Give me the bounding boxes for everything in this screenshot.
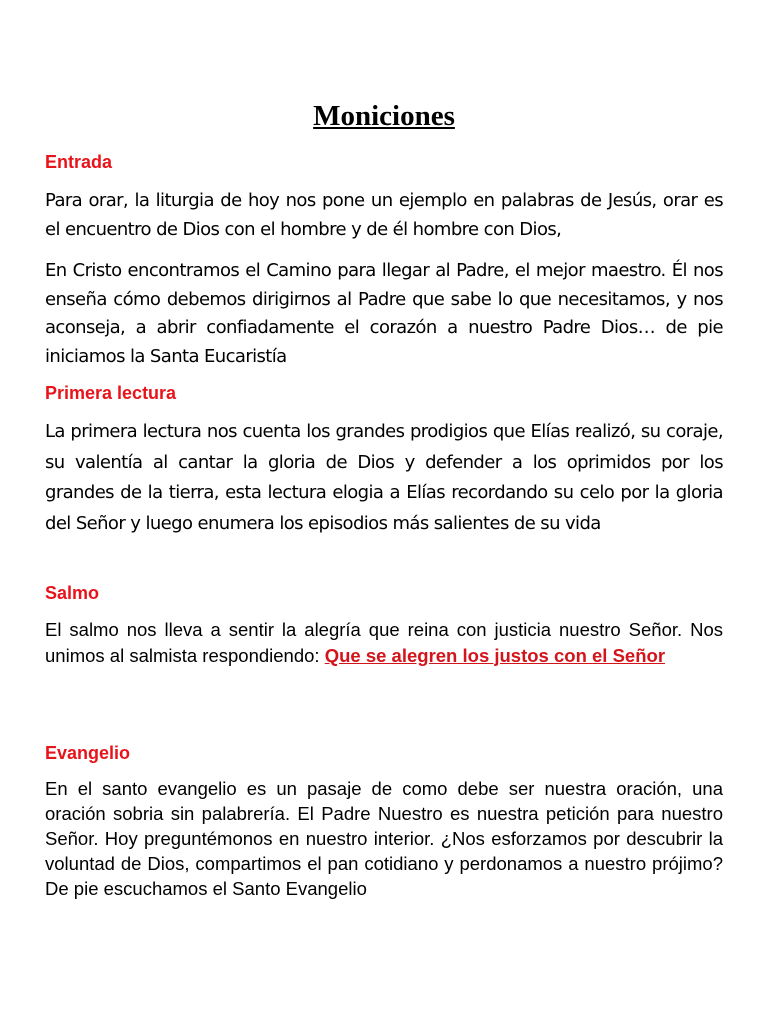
entrada-paragraph-1: Para orar, la liturgia de hoy nos pone un ejemplo en palabras de Jesús, orar es el encuentro de Dios con el hombre y de él hombre con Dios, [45, 190, 723, 240]
primera-lectura-paragraph: La primera lectura nos cuenta los grandes prodigios que Elías realizó, su coraje, su valentía al cantar la gloria de Dios y defender a los oprimidos por los grandes de la tierra, esta lectura elogia a Elías recordando su celo por la gloria del Señor y luego enumera los episodios más salientes de su vida [45, 421, 723, 534]
section-heading-salmo: Salmo [45, 583, 100, 603]
salmo-text: El salmo nos lleva a sentir la alegría que reina con justicia nuestro Señor. Nos unimos al salmista respondiendo: [45, 619, 723, 666]
section-heading-evangelio: Evangelio [45, 743, 131, 763]
page-title: Moniciones [313, 100, 455, 132]
salmo-paragraph [45, 617, 723, 668]
section-heading-primera-lectura: Primera lectura [45, 383, 177, 403]
salmo-response: Que se alegren los justos con el Señor [324, 644, 666, 666]
entrada-paragraph-2: En Cristo encontramos el Camino para llegar al Padre, el mejor maestro. Él nos enseña cómo debemos dirigirnos al Padre que sabe lo que necesitamos, y nos aconseja, a abrir confiadamente el corazón a nuestro Padre Dios… de pie iniciamos la Santa Eucaristía [45, 260, 723, 367]
evangelio-paragraph: En el santo evangelio es un pasaje de como debe ser nuestra oración, una oración sobria sin palabrería. El Padre Nuestro es nuestra petición para nuestro Señor. Hoy preguntémonos en nuestro interior. ¿Nos esforzamos por descubrir la voluntad de Dios, compartimos el pan cotidiano y perdonamos a nuestro prójimo? De pie escuchamos el Santo Evangelio [45, 778, 723, 899]
section-heading-entrada: Entrada [45, 152, 113, 172]
